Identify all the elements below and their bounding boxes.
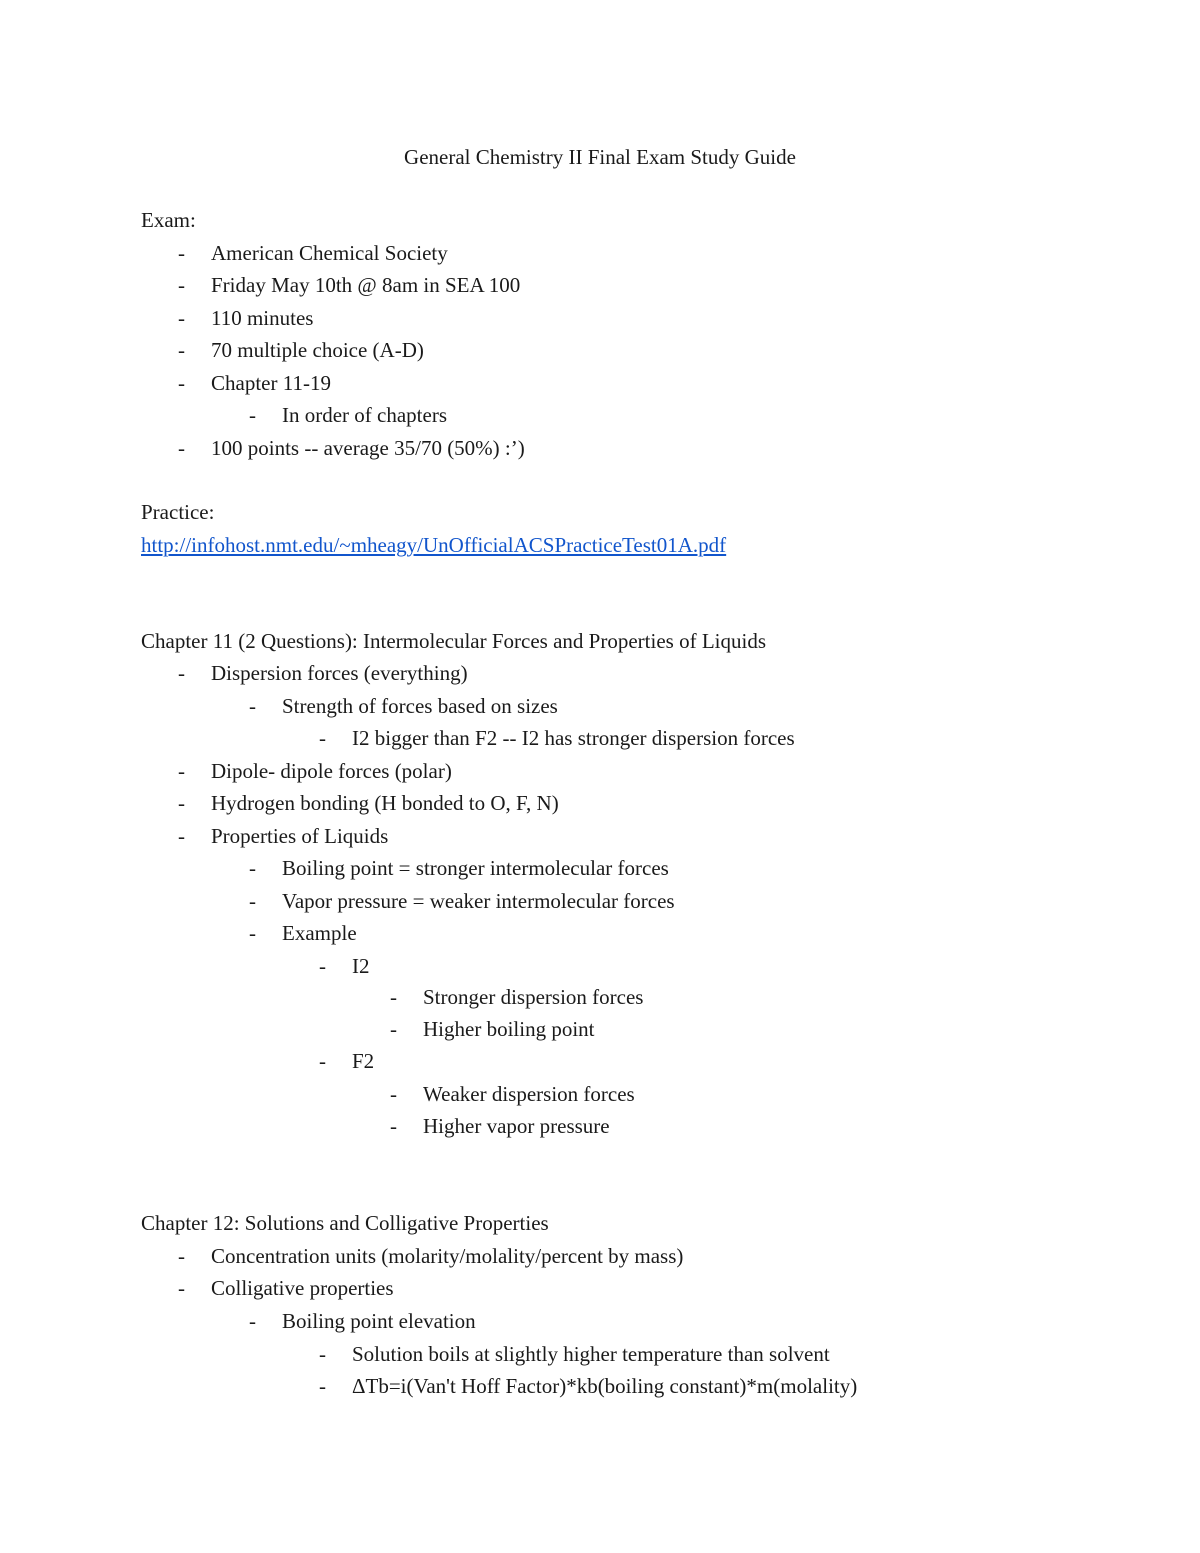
bullet-dash: - bbox=[390, 985, 397, 1009]
chapter12-heading: Chapter 12: Solutions and Colligative Properties bbox=[141, 1211, 549, 1235]
chapter11-detail: Higher boiling point bbox=[423, 1017, 595, 1041]
bullet-dash: - bbox=[249, 921, 256, 945]
practice-link-line bbox=[141, 533, 726, 557]
practice-heading: Practice: bbox=[141, 500, 215, 524]
bullet-dash: - bbox=[249, 694, 256, 718]
bullet-dash: - bbox=[319, 1342, 326, 1366]
document-title: General Chemistry II Final Exam Study Guide bbox=[404, 145, 796, 169]
chapter11-item: Properties of Liquids bbox=[211, 824, 389, 848]
bullet-dash: - bbox=[319, 954, 326, 978]
chapter11-subitem: Strength of forces based on sizes bbox=[282, 694, 558, 718]
chapter11-subsubitem: I2 bigger than F2 -- I2 has stronger dispersion forces bbox=[352, 726, 795, 750]
bullet-dash: - bbox=[249, 856, 256, 880]
bullet-dash: - bbox=[319, 1049, 326, 1073]
bullet-dash: - bbox=[178, 661, 185, 685]
chapter11-item: Dipole- dipole forces (polar) bbox=[211, 759, 452, 783]
chapter12-item: Colligative properties bbox=[211, 1276, 394, 1300]
bullet-dash: - bbox=[178, 1276, 185, 1300]
exam-item: 110 minutes bbox=[211, 306, 314, 330]
chapter11-item: Dispersion forces (everything) bbox=[211, 661, 468, 685]
bullet-dash: - bbox=[178, 824, 185, 848]
bullet-dash: - bbox=[319, 1374, 326, 1398]
exam-item: Chapter 11-19 bbox=[211, 371, 331, 395]
bullet-dash: - bbox=[178, 1244, 185, 1268]
chapter12-subsubitem: Solution boils at slightly higher temperature than solvent bbox=[352, 1342, 830, 1366]
bullet-dash: - bbox=[178, 306, 185, 330]
bullet-dash: - bbox=[390, 1114, 397, 1138]
bullet-dash: - bbox=[390, 1082, 397, 1106]
chapter11-item: Hydrogen bonding (H bonded to O, F, N) bbox=[211, 791, 559, 815]
bullet-dash: - bbox=[319, 726, 326, 750]
chapter11-subitem: Example bbox=[282, 921, 357, 945]
chapter11-heading: Chapter 11 (2 Questions): Intermolecular Forces and Properties of Liquids bbox=[141, 629, 766, 653]
bullet-dash: - bbox=[178, 241, 185, 265]
bullet-dash: - bbox=[249, 403, 256, 427]
bullet-dash: - bbox=[178, 436, 185, 460]
practice-test-link[interactable]: http://infohost.nmt.edu/~mheagy/UnOfficialACSPracticeTest01A.pdf bbox=[141, 533, 727, 557]
bullet-dash: - bbox=[178, 791, 185, 815]
bullet-dash: - bbox=[178, 371, 185, 395]
chapter11-detail: Higher vapor pressure bbox=[423, 1114, 610, 1138]
exam-heading: Exam: bbox=[141, 208, 196, 232]
exam-subitem: In order of chapters bbox=[282, 403, 448, 427]
chapter12-item: Concentration units (molarity/molality/percent by mass) bbox=[211, 1244, 684, 1268]
bullet-dash: - bbox=[390, 1017, 397, 1041]
chapter11-subsubitem: F2 bbox=[352, 1049, 375, 1073]
bullet-dash: - bbox=[178, 273, 185, 297]
chapter11-subitem: Vapor pressure = weaker intermolecular forces bbox=[282, 889, 675, 913]
chapter12-subitem: Boiling point elevation bbox=[282, 1309, 476, 1333]
chapter11-detail: Weaker dispersion forces bbox=[423, 1082, 635, 1106]
chapter12-subsubitem: ΔTb=i(Van't Hoff Factor)*kb(boiling constant)*m(molality) bbox=[352, 1374, 858, 1398]
chapter11-subsubitem: I2 bbox=[352, 954, 370, 978]
bullet-dash: - bbox=[178, 759, 185, 783]
exam-item: American Chemical Society bbox=[211, 241, 448, 265]
exam-item: 70 multiple choice (A-D) bbox=[211, 338, 424, 362]
exam-item: 100 points -- average 35/70 (50%) :’) bbox=[211, 436, 525, 460]
bullet-dash: - bbox=[178, 338, 185, 362]
bullet-dash: - bbox=[249, 889, 256, 913]
bullet-dash: - bbox=[249, 1309, 256, 1333]
chapter11-detail: Stronger dispersion forces bbox=[423, 985, 644, 1009]
exam-item: Friday May 10th @ 8am in SEA 100 bbox=[211, 273, 521, 297]
chapter11-subitem: Boiling point = stronger intermolecular forces bbox=[282, 856, 669, 880]
